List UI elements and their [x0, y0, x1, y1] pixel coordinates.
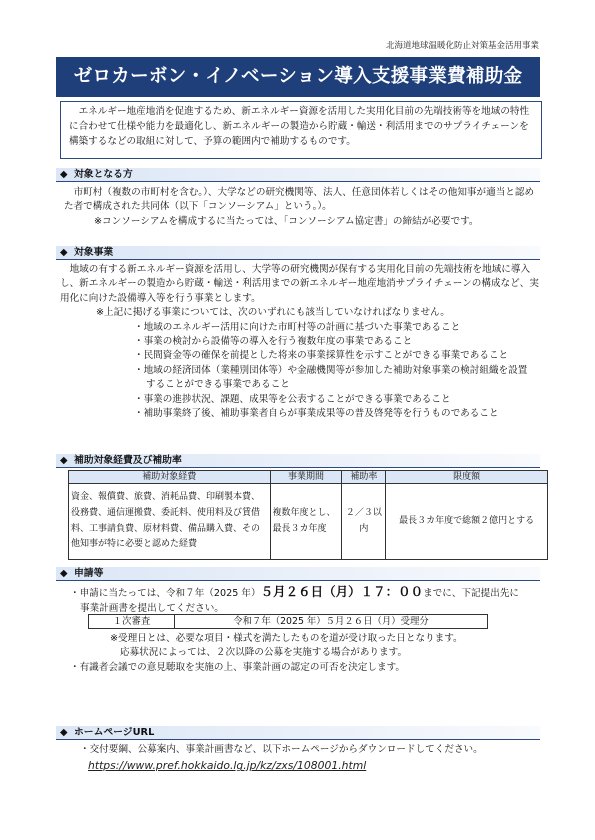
- project-body: 地域の有する新エネルギー資源を活用し、大学等の研究機関が保有する実用化目前の先端技術を地域に導入し、新エネルギーの製造から貯蔵・輸送・利活用までの新エネルギー地産地消サプライチェーンの構成など、実用化に向けた設備導入等を行う事業とします。: [60, 264, 539, 304]
- section-header-homepage: [56, 726, 540, 740]
- organization-label: 北海道地球温暖化防止対策基金活用事業: [385, 41, 539, 51]
- apply-line2: 事業計画書を提出してください。: [80, 602, 224, 614]
- apply-line3: ・有識者会議での意見聴取を実施の上、事業計画の認定の可否を決定します。: [70, 661, 406, 673]
- requirement-list: [60, 321, 542, 422]
- apply-note2: 応募状況によっては、２次以降の公募を実施する場合があります。: [120, 647, 408, 659]
- section-header-apply: [56, 567, 540, 581]
- deadline-prefix: ・申請に当たっては、令和７年（2025 年）: [70, 588, 261, 599]
- homepage-text: ・交付要綱、公募案内、事業計画書など、以下ホームページからダウンロードしてください。: [80, 744, 483, 755]
- section-header-target: [56, 168, 540, 182]
- list-item: ・補助事業終了後、補助事業者自らが事業成果等の普及啓発等を行うものであること: [134, 407, 499, 419]
- list-item: ・地域の経済団体（業種別団体等）や金融機関等が参加した補助対象事業の検討組織を設置: [134, 364, 528, 376]
- apply-block: [70, 583, 540, 616]
- expense-table: [68, 470, 548, 560]
- table-cell-period: 複数年度とし、最長３カ年度: [270, 484, 342, 560]
- list-item: ・事業の検討から設備等の導入を行う複数年度の事業であること: [134, 335, 413, 347]
- target-body: 市町村（複数の市町村を含む。）、大学などの研究機関等、法人、任意団体若しくはその他知事が適当と認めた者で構成された共同体（以下「コンソーシアム」という。）。: [64, 187, 535, 213]
- diamond-icon: ◆: [60, 169, 68, 180]
- project-note: ※上記に掲げる事業については、次のいずれにも該当していなければなりません。: [96, 307, 450, 319]
- section-title: ホームページURL: [74, 727, 155, 738]
- section-header-project: [56, 246, 540, 260]
- target-note: ※コンソーシアムを構成するに当たっては、「コンソーシアム協定書」の締結が必要です。: [94, 215, 479, 227]
- list-item: ・民間資金等の確保を前提とした将来の事業採算性を示すことができる事業であること: [134, 350, 509, 362]
- list-item-continuation: することができる事業であること: [146, 379, 290, 391]
- target-block: [60, 186, 542, 229]
- receipt-table: [88, 614, 488, 629]
- homepage-link[interactable]: https://www.pref.hokkaido.lg.jp/kz/zxs/108001.html: [88, 759, 367, 773]
- table-cell-rate: ２／３以内: [342, 484, 386, 560]
- section-title: 対象となる方: [74, 169, 133, 180]
- column-header: 限度額: [386, 471, 548, 484]
- section-header-expenses: [56, 454, 540, 468]
- column-header: 補助率: [342, 471, 386, 484]
- list-item: ・地域のエネルギー活用に向けた市町村等の計画に基づいた事業であること: [134, 321, 461, 333]
- page-title: ゼロカーボン・イノベーション導入支援事業費補助金: [56, 57, 540, 97]
- section-title: 申請等: [74, 568, 104, 579]
- deadline-date: ５月２６日（月）１７：００: [260, 584, 424, 599]
- diamond-icon: ◆: [60, 247, 68, 258]
- deadline-line: [70, 583, 540, 602]
- intro-box: [60, 101, 542, 159]
- apply-note1: ※受理日とは、必要な項目・様式を満たしたものを道が受け取った日となります。: [110, 633, 463, 644]
- diamond-icon: ◆: [60, 455, 68, 466]
- section-title: 対象事業: [74, 247, 114, 258]
- column-header: 補助対象経費: [69, 471, 271, 484]
- apply-notes: [70, 632, 540, 675]
- list-item: ・事業の進捗状況、課題、成果等を公表することができる事業であること: [134, 393, 451, 405]
- project-block: [60, 263, 542, 421]
- table-cell-limit: 最長３カ年度で総額２億円とする: [386, 484, 548, 560]
- diamond-icon: ◆: [60, 727, 68, 738]
- receipt-label: １次審査: [89, 615, 175, 629]
- deadline-suffix: までに、下記提出先に: [423, 588, 520, 599]
- receipt-value: 令和７年（2025 年）５月２６日（月）受理分: [175, 615, 488, 629]
- table-cell-cost: 資金、報償費、旅費、消耗品費、印刷製本費、役務費、通信運搬費、委託料、使用料及び賃借料、工事請負費、原材料費、備品購入費、その他知事が特に必要と認めた経費: [69, 484, 271, 560]
- homepage-block: [80, 743, 540, 775]
- intro-text: エネルギー地産地消を促進するため、新エネルギー資源を活用した実用化目前の先端技術等を地域の特性に合わせて仕様や能力を最適化し、新エネルギーの製造から貯蔵・輸送・利活用までのサプライチェーンを構築するなどの取組に対して、予算の範囲内で補助するものです。: [69, 106, 530, 147]
- column-header: 事業期間: [270, 471, 342, 484]
- section-title: 補助対象経費及び補助率: [74, 455, 182, 466]
- diamond-icon: ◆: [60, 568, 68, 579]
